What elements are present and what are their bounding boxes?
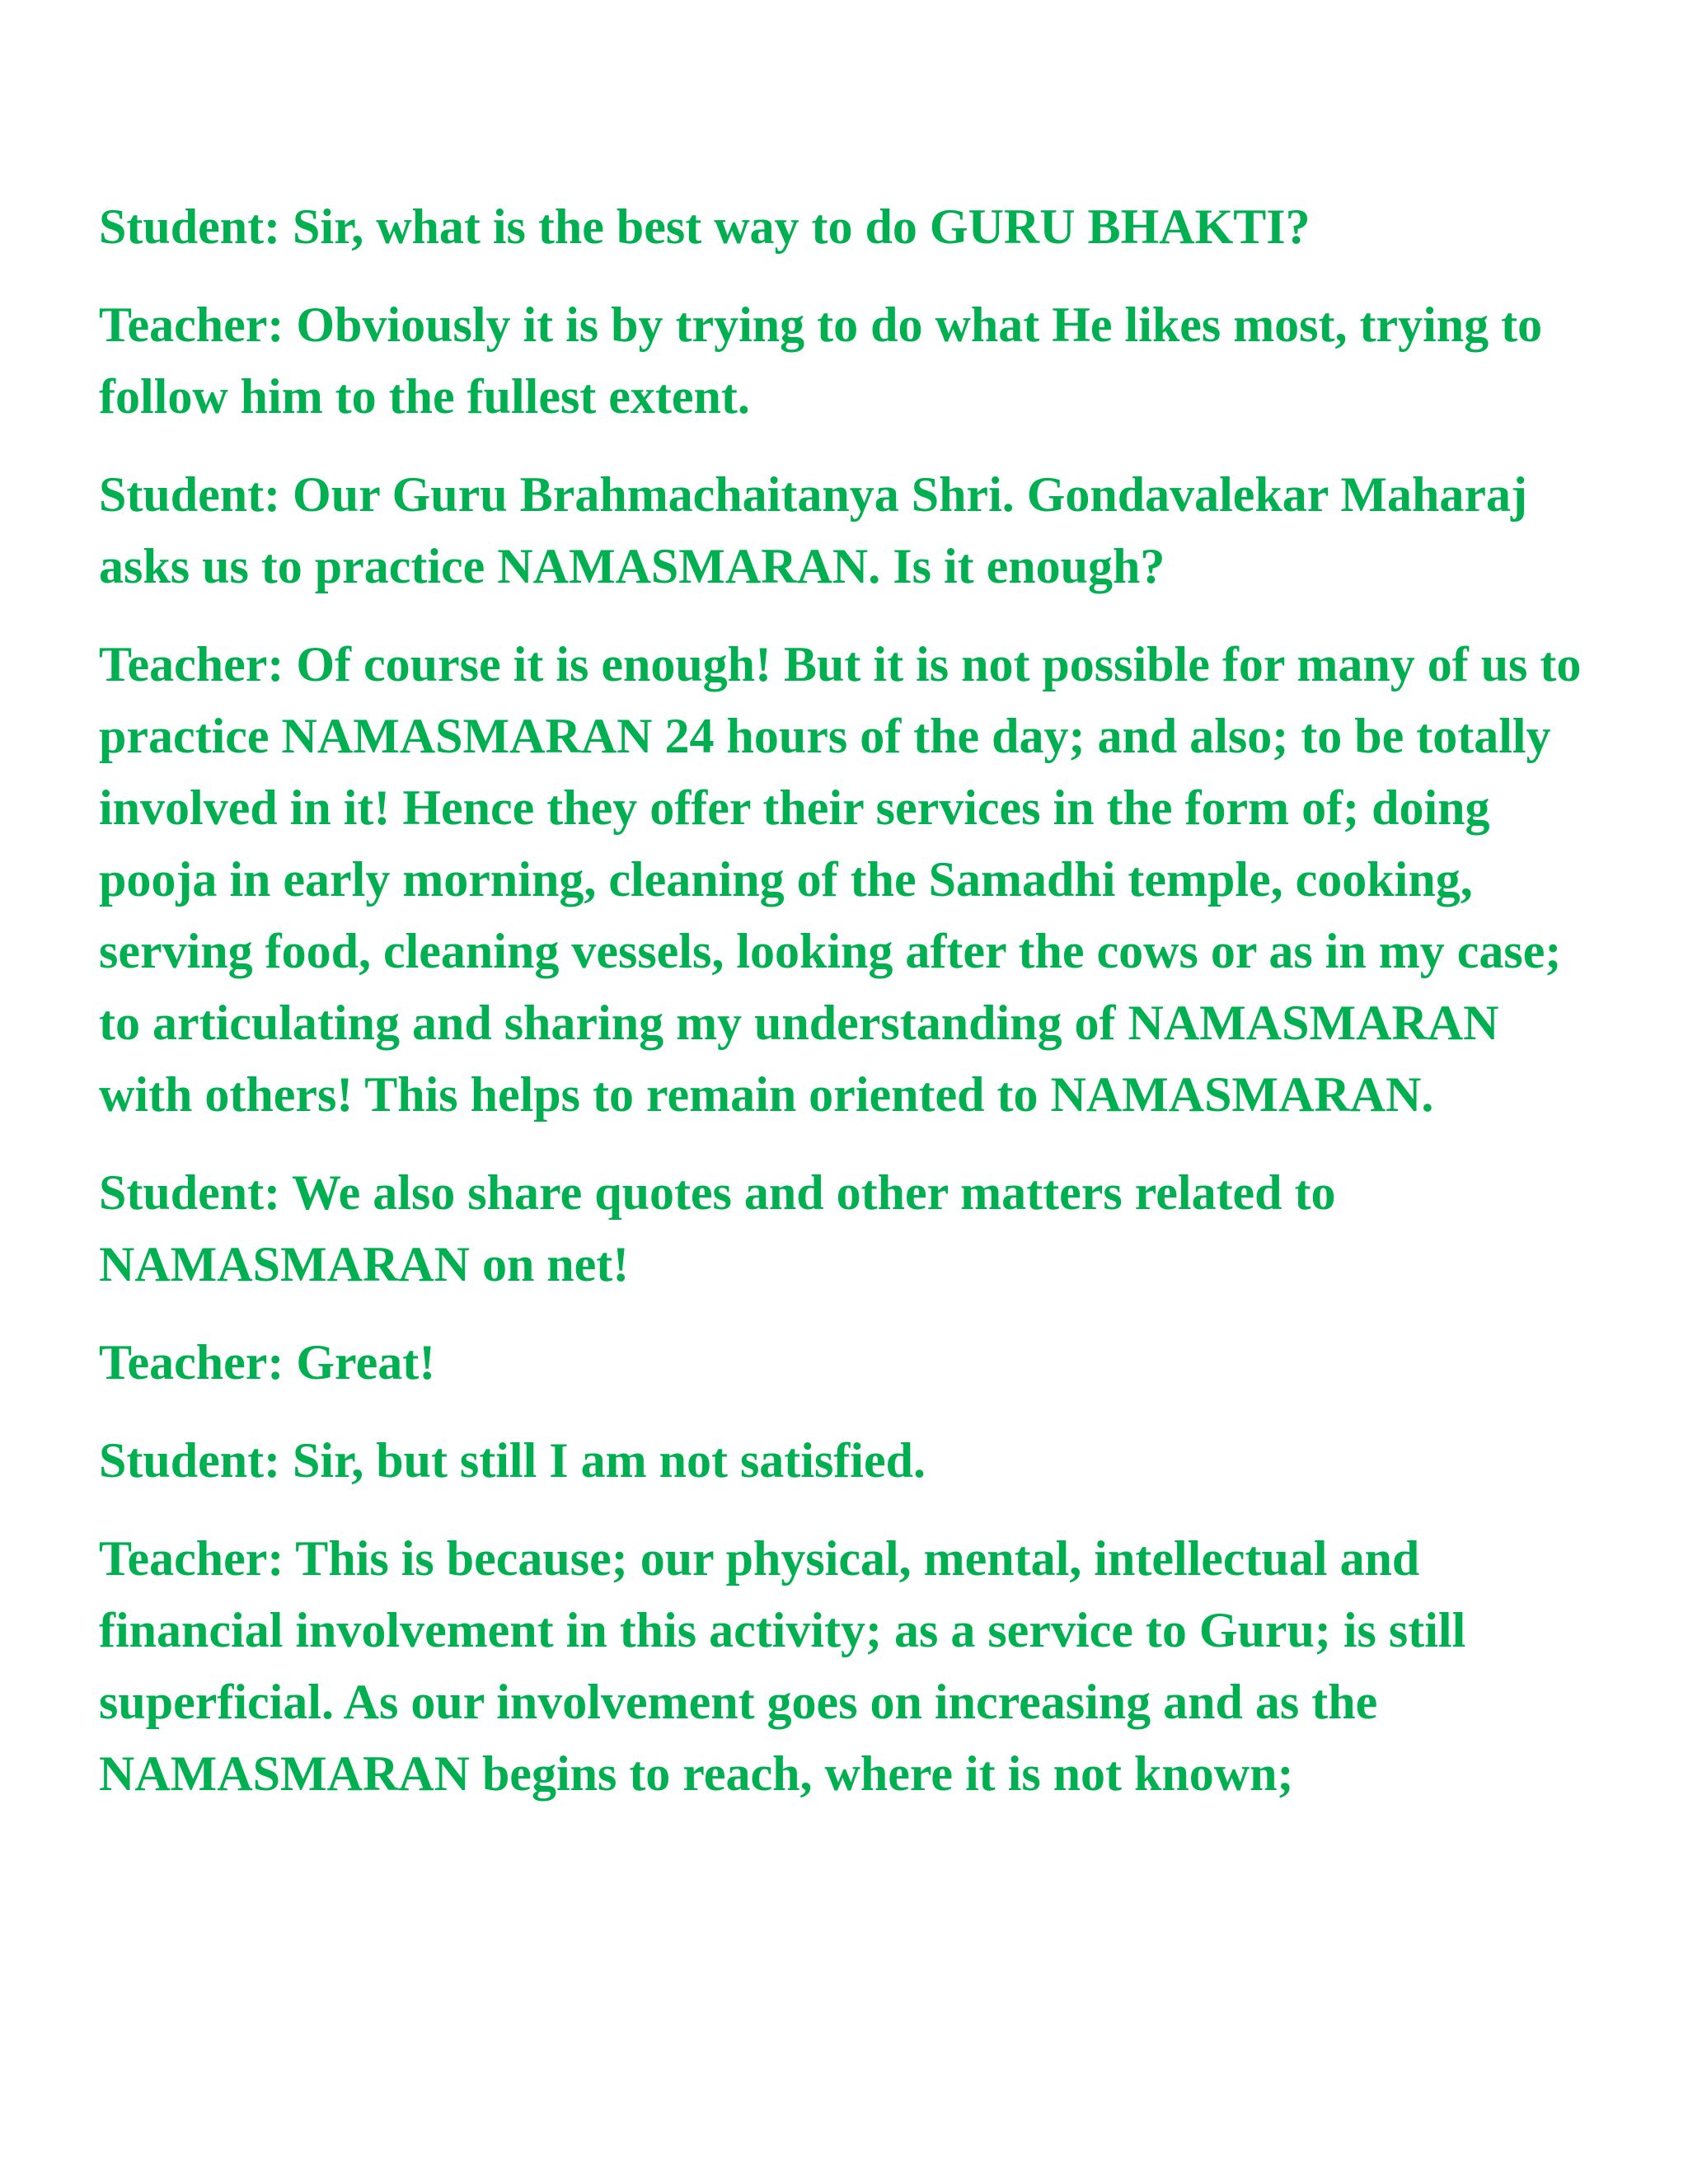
paragraph-student-not-satisfied: Student: Sir, but still I am not satisfied. — [99, 1433, 926, 1488]
paragraph-teacher-great: Teacher: Great! — [99, 1335, 436, 1390]
paragraph-student-share-net: Student: We also share quotes and other matters related to NAMASMARAN on net! — [99, 1165, 1336, 1291]
paragraph-student-question-guru-bhakti: Student: Sir, what is the best way to do GURU BHAKTI? — [99, 199, 1311, 254]
paragraph-student-question-namasmaran: Student: Our Guru Brahmachaitanya Shri. Gondavalekar Maharaj asks us to practice NAMASMARAN. Is it enough? — [99, 467, 1527, 593]
paragraph-teacher-answer-services: Teacher: Of course it is enough! But it is not possible for many of us to practice NAMASMARAN 24 hours of the day; and also; to be totally involved in it! Hence they offer their services in the form of; doing pooja in early morning, cleaning of the Samadhi temple, cooking, serving food, cleaning vessels, looking after the cows or as in my case; to articulating and sharing my understanding of NAMASMARAN with others! This helps to remain oriented to NAMASMARAN. — [99, 637, 1582, 1122]
paragraph-teacher-answer-follow: Teacher: Obviously it is by trying to do what He likes most, trying to follow him to the fullest extent. — [99, 298, 1543, 424]
paragraph-teacher-answer-involvement: Teacher: This is because; our physical, mental, intellectual and financial involvement in this activity; as a service to Guru; is still superficial. As our involvement goes on increasing and as the NAMASMARAN begins to reach, where it is not known; — [99, 1531, 1466, 1801]
